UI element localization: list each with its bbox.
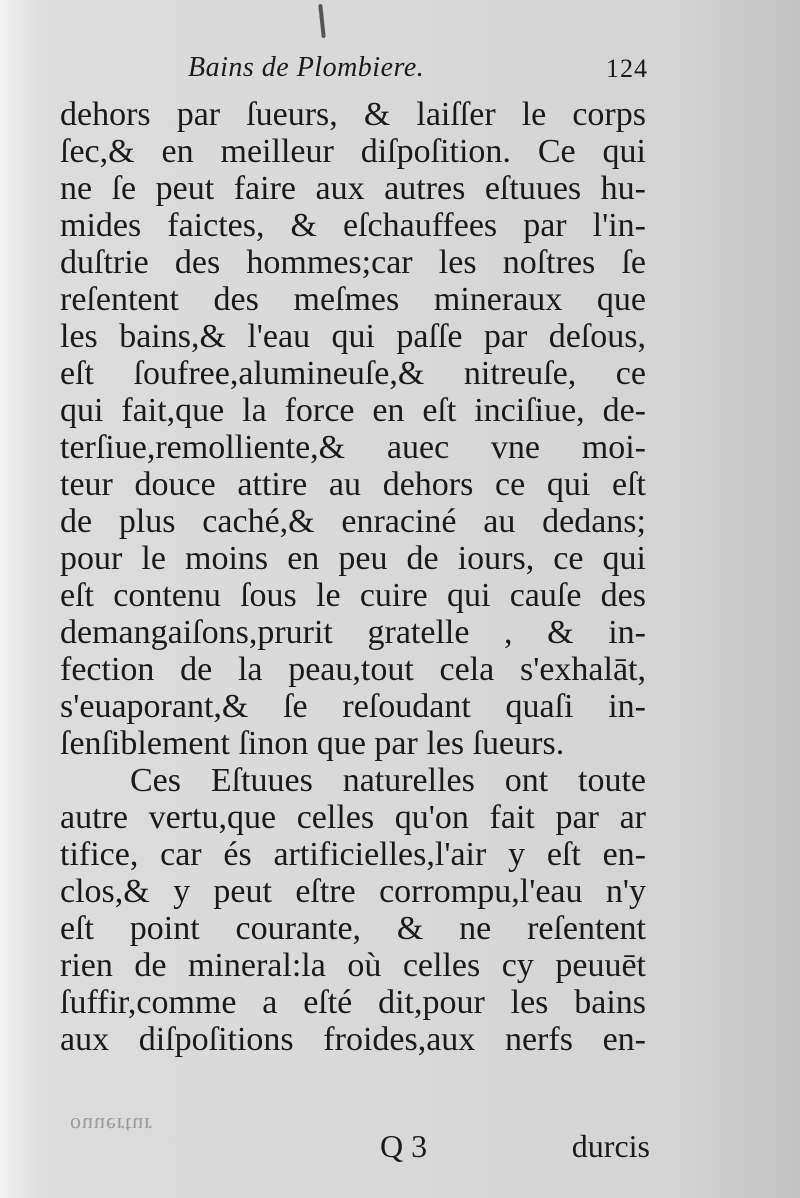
gutter-mark (318, 4, 326, 38)
text-line: ſuffir,comme a eſté dit,pour les bains (60, 984, 646, 1021)
text-line: mides faictes, & eſchauffees par l'in- (60, 207, 646, 244)
text-line: fection de la peau,tout cela s'exhalāt, (60, 651, 646, 688)
text-line: duſtrie des hommes;car les noſtres ſe (60, 244, 646, 281)
text-line: clos,& y peut eſtre corrompu,l'eau n'y (60, 873, 646, 910)
page-header (188, 52, 648, 92)
signature-mark: Q 3 (380, 1128, 428, 1164)
text-line: pour le moins en peu de iours, ce qui (60, 540, 646, 577)
text-line: s'euaporant,& ſe reſoudant quaſi in- (60, 688, 646, 725)
text-line: ſec,& en meilleur diſpoſition. Ce qui (60, 133, 646, 170)
text-line: terſiue,remolliente,& auec vne moi- (60, 429, 646, 466)
paragraph-start-line: Ces Eſtuues naturelles ont toute (130, 762, 646, 799)
text-line: autre vertu,que celles qu'on fait par ar (60, 799, 646, 836)
text-line: demangaiſons,prurit gratelle , & in- (60, 614, 646, 651)
text-line: aux diſpoſitions froides,aux nerfs en- (60, 1021, 646, 1058)
text-line: eſt ſoufree,alumineuſe,& nitreuſe, ce (60, 355, 646, 392)
text-line: ne ſe peut faire aux autres eſtuues hu- (60, 170, 646, 207)
body-text (60, 96, 646, 1058)
text-line: reſentent des meſmes mineraux que (60, 281, 646, 318)
page-footer (380, 1128, 650, 1168)
catchword: durcis (571, 1128, 650, 1164)
text-line: qui fait,que la force en eſt inciſiue, de- (60, 392, 646, 429)
text-line: tifice, car és artificielles,l'air y eſt en- (60, 836, 646, 873)
show-through-text: ouuertur (70, 1113, 153, 1138)
text-line: dehors par ſueurs, & laiſſer le corps (60, 96, 646, 133)
text-line: de plus caché,& enraciné au dedans; (60, 503, 646, 540)
text-line: rien de mineral:la où celles cy peuuēt (60, 947, 646, 984)
text-line: ſenſiblement ſinon que par les ſueurs. (60, 725, 565, 762)
text-line: teur douce attire au dehors ce qui eſt (60, 466, 646, 503)
page-number: 124 (606, 54, 648, 83)
running-head: Bains de Plombiere. (188, 52, 425, 83)
text-line: les bains,& l'eau qui paſſe par deſous, (60, 318, 646, 355)
text-line: eſt contenu ſous le cuire qui cauſe des (60, 577, 646, 614)
text-line: eſt point courante, & ne reſentent (60, 910, 646, 947)
